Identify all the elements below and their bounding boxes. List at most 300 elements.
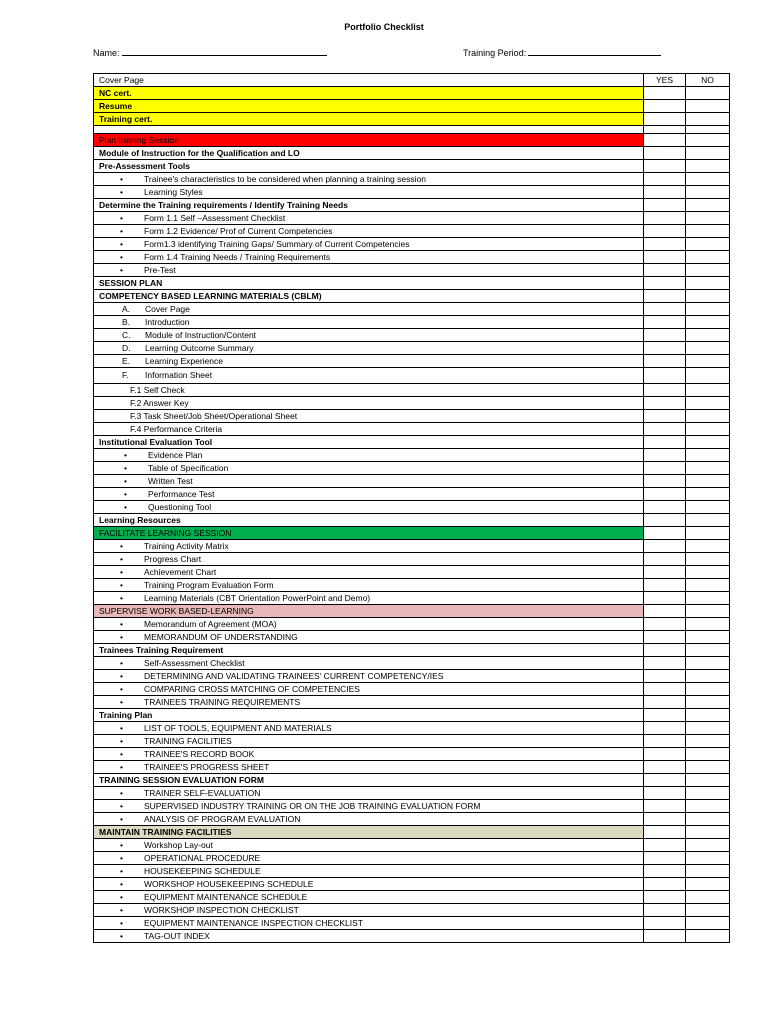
checklist-row bbox=[94, 709, 730, 722]
checklist-row bbox=[94, 696, 730, 709]
checklist-item-label: Written Test bbox=[148, 475, 193, 486]
checklist-item-cell bbox=[94, 251, 644, 264]
bullet-icon: • bbox=[120, 878, 123, 889]
checkbox-yes-cell[interactable] bbox=[644, 410, 686, 423]
checklist-row bbox=[94, 644, 730, 657]
checkbox-no-cell[interactable] bbox=[686, 683, 730, 696]
checklist-row bbox=[94, 410, 730, 423]
checklist-row bbox=[94, 423, 730, 436]
checkbox-no-cell[interactable] bbox=[686, 800, 730, 813]
checkbox-yes-cell[interactable] bbox=[644, 316, 686, 329]
checkbox-yes-cell[interactable] bbox=[644, 423, 686, 436]
checkbox-yes-cell[interactable] bbox=[644, 342, 686, 355]
checkbox-yes-cell[interactable] bbox=[644, 225, 686, 238]
checklist-item-cell bbox=[94, 878, 644, 891]
checkbox-no-cell[interactable] bbox=[686, 462, 730, 475]
checklist-item-label: Pre-Test bbox=[144, 264, 176, 275]
checklist-row bbox=[94, 501, 730, 514]
checkbox-yes-cell[interactable] bbox=[644, 397, 686, 410]
checklist-item-label: COMPARING CROSS MATCHING OF COMPETENCIES bbox=[144, 683, 360, 694]
checkbox-yes-cell[interactable] bbox=[644, 722, 686, 735]
checkbox-no-cell[interactable] bbox=[686, 514, 730, 527]
checkbox-no-cell[interactable] bbox=[686, 592, 730, 605]
checkbox-no-cell[interactable] bbox=[686, 865, 730, 878]
checklist-item-label: Introduction bbox=[145, 316, 190, 327]
checkbox-yes-cell[interactable] bbox=[644, 735, 686, 748]
checkbox-yes-cell[interactable] bbox=[644, 631, 686, 644]
checkbox-no-cell[interactable] bbox=[686, 839, 730, 852]
checkbox-no-cell[interactable] bbox=[686, 113, 730, 126]
checkbox-yes-cell[interactable] bbox=[644, 683, 686, 696]
checklist-item-cell bbox=[94, 644, 644, 657]
checklist-item-label: Learning Outcome Summary bbox=[145, 342, 254, 353]
checkbox-no-cell[interactable] bbox=[686, 264, 730, 277]
checklist-item-label: Trainee's characteristics to be considered when planning a training session bbox=[144, 173, 426, 184]
checkbox-yes-cell[interactable] bbox=[644, 160, 686, 173]
checklist-item-label: HOUSEKEEPING SCHEDULE bbox=[144, 865, 261, 876]
checklist-item-label: SUPERVISED INDUSTRY TRAINING OR ON THE JOB TRAINING EVALUATION FORM bbox=[144, 800, 481, 811]
checkbox-yes-cell[interactable] bbox=[644, 277, 686, 290]
checklist-item-cell bbox=[94, 670, 644, 683]
checklist-row bbox=[94, 199, 730, 212]
checklist-row bbox=[94, 290, 730, 303]
checkbox-yes-cell[interactable] bbox=[644, 147, 686, 160]
checkbox-yes-cell[interactable] bbox=[644, 303, 686, 316]
checklist-item-cell bbox=[94, 264, 644, 277]
checklist-item-label: Learning Styles bbox=[144, 186, 203, 197]
checklist-item-cell bbox=[94, 657, 644, 670]
checkbox-no-cell[interactable] bbox=[686, 329, 730, 342]
checkbox-no-cell[interactable] bbox=[686, 303, 730, 316]
checkbox-no-cell[interactable] bbox=[686, 605, 730, 618]
checklist-item-label: F.1 Self Check bbox=[130, 384, 185, 395]
checklist-row bbox=[94, 329, 730, 342]
list-letter: F. bbox=[122, 370, 129, 380]
checkbox-no-cell[interactable] bbox=[686, 501, 730, 514]
checkbox-no-cell[interactable] bbox=[686, 891, 730, 904]
checklist-item-cell bbox=[94, 540, 644, 553]
checklist-row bbox=[94, 264, 730, 277]
checkbox-no-cell[interactable] bbox=[686, 160, 730, 173]
checkbox-no-cell[interactable] bbox=[686, 657, 730, 670]
checkbox-no-cell[interactable] bbox=[686, 355, 730, 368]
checklist-item-label: Institutional Evaluation Tool bbox=[99, 436, 213, 447]
checklist-item-cell bbox=[94, 891, 644, 904]
checklist-item-cell bbox=[94, 397, 644, 410]
bullet-icon: • bbox=[120, 225, 123, 236]
checkbox-yes-cell[interactable] bbox=[644, 930, 686, 943]
checklist-item-cell bbox=[94, 553, 644, 566]
checkbox-no-cell[interactable] bbox=[686, 644, 730, 657]
header-no-cell: NO bbox=[686, 74, 730, 87]
checklist-row bbox=[94, 225, 730, 238]
checkbox-no-cell[interactable] bbox=[686, 670, 730, 683]
checklist-item-label: Performance Test bbox=[148, 488, 215, 499]
checkbox-no-cell[interactable] bbox=[686, 100, 730, 113]
checklist-item-cell bbox=[94, 501, 644, 514]
checkbox-yes-cell[interactable] bbox=[644, 186, 686, 199]
checkbox-no-cell[interactable] bbox=[686, 878, 730, 891]
checkbox-no-cell[interactable] bbox=[686, 384, 730, 397]
checkbox-yes-cell[interactable] bbox=[644, 748, 686, 761]
checklist-item-cell bbox=[94, 709, 644, 722]
checklist-item-cell bbox=[94, 839, 644, 852]
bullet-icon: • bbox=[120, 761, 123, 772]
bullet-icon: • bbox=[120, 618, 123, 629]
checklist-row bbox=[94, 126, 730, 134]
checkbox-no-cell[interactable] bbox=[686, 423, 730, 436]
checklist-item-label: Training Program Evaluation Form bbox=[144, 579, 274, 590]
checkbox-yes-cell[interactable] bbox=[644, 100, 686, 113]
checklist-item-label: Form 1.1 Self –Assessment Checklist bbox=[144, 212, 286, 223]
bullet-icon: • bbox=[120, 917, 123, 928]
checklist-item-cell bbox=[94, 238, 644, 251]
checklist-item-label: Module of Instruction for the Qualification and LO bbox=[99, 147, 300, 158]
checklist-row bbox=[94, 917, 730, 930]
checkbox-no-cell[interactable] bbox=[686, 126, 730, 134]
checkbox-yes-cell[interactable] bbox=[644, 87, 686, 100]
checklist-row bbox=[94, 657, 730, 670]
checklist-item-cell bbox=[94, 113, 644, 126]
checklist-item-label: Form 1.4 Training Needs / Training Requirements bbox=[144, 251, 331, 262]
checkbox-yes-cell[interactable] bbox=[644, 238, 686, 251]
checkbox-yes-cell[interactable] bbox=[644, 251, 686, 264]
checklist-item-label: Memorandum of Agreement (MOA) bbox=[144, 618, 277, 629]
checklist-item-cell bbox=[94, 787, 644, 800]
checklist-item-cell bbox=[94, 355, 644, 368]
checklist-item-cell bbox=[94, 722, 644, 735]
checkbox-yes-cell[interactable] bbox=[644, 514, 686, 527]
checkbox-yes-cell[interactable] bbox=[644, 212, 686, 225]
checklist-item-cell bbox=[94, 748, 644, 761]
checkbox-no-cell[interactable] bbox=[686, 238, 730, 251]
checklist-item-label: WORKSHOP INSPECTION CHECKLIST bbox=[144, 904, 299, 915]
bullet-icon: • bbox=[124, 475, 127, 486]
list-letter: E. bbox=[122, 355, 131, 366]
checklist-item-cell bbox=[94, 475, 644, 488]
checkbox-yes-cell[interactable] bbox=[644, 787, 686, 800]
checkbox-no-cell[interactable] bbox=[686, 904, 730, 917]
checklist-item-label: Learning Experience bbox=[145, 355, 223, 366]
checklist-item-cell bbox=[94, 605, 644, 618]
checklist-item-label: LIST OF TOOLS, EQUIPMENT AND MATERIALS bbox=[144, 722, 332, 733]
checkbox-no-cell[interactable] bbox=[686, 722, 730, 735]
checklist-row bbox=[94, 540, 730, 553]
checklist-item-label: SUPERVISE WORK BASED-LEARNING bbox=[99, 605, 254, 616]
checklist-row bbox=[94, 186, 730, 199]
checklist-row bbox=[94, 212, 730, 225]
checkbox-no-cell[interactable] bbox=[686, 225, 730, 238]
checkbox-no-cell[interactable] bbox=[686, 342, 730, 355]
checklist-item-cell bbox=[94, 368, 644, 384]
checklist-row bbox=[94, 904, 730, 917]
checkbox-no-cell[interactable] bbox=[686, 696, 730, 709]
checklist-row bbox=[94, 355, 730, 368]
checkbox-no-cell[interactable] bbox=[686, 761, 730, 774]
checklist-item-cell bbox=[94, 186, 644, 199]
bullet-icon: • bbox=[120, 787, 123, 798]
checklist-item-cell bbox=[94, 100, 644, 113]
checklist-item-label: Learning Materials (CBT Orientation PowerPoint and Demo) bbox=[144, 592, 371, 603]
checkbox-yes-cell[interactable] bbox=[644, 852, 686, 865]
checkbox-no-cell[interactable] bbox=[686, 540, 730, 553]
checklist-item-label: Table of Specification bbox=[148, 462, 229, 473]
checkbox-yes-cell[interactable] bbox=[644, 553, 686, 566]
checklist-item-cell bbox=[94, 277, 644, 290]
checklist-item-label: Learning Resources bbox=[99, 514, 181, 525]
checklist-item-cell bbox=[94, 514, 644, 527]
checkbox-no-cell[interactable] bbox=[686, 618, 730, 631]
checklist-item-label: TRAINING FACILITIES bbox=[144, 735, 232, 746]
checkbox-no-cell[interactable] bbox=[686, 553, 730, 566]
checkbox-yes-cell[interactable] bbox=[644, 605, 686, 618]
name-blank-line[interactable] bbox=[122, 47, 327, 56]
list-letter: D. bbox=[122, 342, 131, 353]
checkbox-yes-cell[interactable] bbox=[644, 800, 686, 813]
checklist-item-cell bbox=[94, 917, 644, 930]
checkbox-no-cell[interactable] bbox=[686, 397, 730, 410]
checkbox-no-cell[interactable] bbox=[686, 277, 730, 290]
checklist-row bbox=[94, 670, 730, 683]
checkbox-yes-cell[interactable] bbox=[644, 670, 686, 683]
checkbox-no-cell[interactable] bbox=[686, 134, 730, 147]
checkbox-no-cell[interactable] bbox=[686, 631, 730, 644]
checklist-item-label: Training cert. bbox=[99, 113, 153, 124]
list-letter: A. bbox=[122, 303, 131, 314]
checkbox-yes-cell[interactable] bbox=[644, 579, 686, 592]
bullet-icon: • bbox=[120, 251, 123, 262]
checkbox-yes-cell[interactable] bbox=[644, 290, 686, 303]
bullet-icon: • bbox=[120, 540, 123, 551]
checklist-item-label: Pre-Assessment Tools bbox=[99, 160, 191, 171]
checklist-item-label: TRAINING SESSION EVALUATION FORM bbox=[99, 774, 264, 785]
checklist-item-label: Evidence Plan bbox=[148, 449, 203, 460]
checkbox-no-cell[interactable] bbox=[686, 852, 730, 865]
bullet-icon: • bbox=[120, 748, 123, 759]
checkbox-yes-cell[interactable] bbox=[644, 368, 686, 384]
checkbox-yes-cell[interactable] bbox=[644, 644, 686, 657]
checkbox-yes-cell[interactable] bbox=[644, 449, 686, 462]
checkbox-yes-cell[interactable] bbox=[644, 384, 686, 397]
checklist-item-cell bbox=[94, 904, 644, 917]
checklist-row bbox=[94, 488, 730, 501]
checklist-item-label: F.3 Task Sheet/Job Sheet/Operational Sheet bbox=[130, 410, 298, 421]
checklist-item-cell bbox=[94, 618, 644, 631]
checkbox-yes-cell[interactable] bbox=[644, 436, 686, 449]
checkbox-no-cell[interactable] bbox=[686, 488, 730, 501]
checklist-item-cell bbox=[94, 774, 644, 787]
checklist-row bbox=[94, 368, 730, 384]
checklist-item-cell bbox=[94, 173, 644, 186]
checklist-item-cell bbox=[94, 683, 644, 696]
checklist-item-label: Training Plan bbox=[99, 709, 153, 720]
checkbox-no-cell[interactable] bbox=[686, 173, 730, 186]
checklist-row bbox=[94, 787, 730, 800]
checkbox-yes-cell[interactable] bbox=[644, 329, 686, 342]
checkbox-yes-cell[interactable] bbox=[644, 657, 686, 670]
checklist-item-label: Plan training Session bbox=[99, 134, 179, 145]
checklist-row bbox=[94, 878, 730, 891]
checkbox-yes-cell[interactable] bbox=[644, 462, 686, 475]
checklist-row bbox=[94, 748, 730, 761]
checklist-row bbox=[94, 316, 730, 329]
checkbox-no-cell[interactable] bbox=[686, 527, 730, 540]
checkbox-no-cell[interactable] bbox=[686, 199, 730, 212]
training-period-blank-line[interactable] bbox=[528, 47, 661, 56]
training-period-field[interactable] bbox=[463, 47, 661, 58]
checkbox-no-cell[interactable] bbox=[686, 147, 730, 160]
checklist-item-label: Questioning Tool bbox=[148, 501, 212, 512]
checkbox-yes-cell[interactable] bbox=[644, 709, 686, 722]
checklist-item-label: TRAINEE'S PROGRESS SHEET bbox=[144, 761, 270, 772]
checklist-item-label: NC cert. bbox=[99, 87, 132, 98]
checklist-item-cell bbox=[94, 342, 644, 355]
checkbox-no-cell[interactable] bbox=[686, 290, 730, 303]
checklist-item-cell bbox=[94, 865, 644, 878]
checklist-item-label: Form 1.2 Evidence/ Prof of Current Competencies bbox=[144, 225, 333, 236]
bullet-icon: • bbox=[120, 264, 123, 275]
checklist-row bbox=[94, 813, 730, 826]
bullet-icon: • bbox=[120, 839, 123, 850]
checkbox-no-cell[interactable] bbox=[686, 449, 730, 462]
checkbox-yes-cell[interactable] bbox=[644, 917, 686, 930]
checkbox-yes-cell[interactable] bbox=[644, 488, 686, 501]
checklist-item-cell bbox=[94, 852, 644, 865]
checkbox-yes-cell[interactable] bbox=[644, 113, 686, 126]
checklist-row bbox=[94, 134, 730, 147]
checkbox-yes-cell[interactable] bbox=[644, 527, 686, 540]
checkbox-yes-cell[interactable] bbox=[644, 592, 686, 605]
checkbox-yes-cell[interactable] bbox=[644, 126, 686, 134]
checklist-item-cell bbox=[94, 147, 644, 160]
checkbox-yes-cell[interactable] bbox=[644, 566, 686, 579]
bullet-icon: • bbox=[120, 186, 123, 197]
checklist-row bbox=[94, 553, 730, 566]
header-item-cell: Cover Page bbox=[94, 74, 644, 87]
checklist-row bbox=[94, 449, 730, 462]
checkbox-no-cell[interactable] bbox=[686, 410, 730, 423]
checklist-row bbox=[94, 87, 730, 100]
checkbox-no-cell[interactable] bbox=[686, 579, 730, 592]
checkbox-yes-cell[interactable] bbox=[644, 540, 686, 553]
checklist-item-cell bbox=[94, 826, 644, 839]
checkbox-yes-cell[interactable] bbox=[644, 774, 686, 787]
checkbox-yes-cell[interactable] bbox=[644, 618, 686, 631]
checklist-row bbox=[94, 683, 730, 696]
checkbox-no-cell[interactable] bbox=[686, 186, 730, 199]
checkbox-no-cell[interactable] bbox=[686, 212, 730, 225]
checkbox-yes-cell[interactable] bbox=[644, 134, 686, 147]
checkbox-yes-cell[interactable] bbox=[644, 878, 686, 891]
bullet-icon: • bbox=[120, 553, 123, 564]
bullet-icon: • bbox=[120, 813, 123, 824]
checkbox-yes-cell[interactable] bbox=[644, 501, 686, 514]
bullet-icon: • bbox=[120, 173, 123, 184]
checkbox-no-cell[interactable] bbox=[686, 930, 730, 943]
checklist-row bbox=[94, 605, 730, 618]
checklist-item-cell bbox=[94, 696, 644, 709]
checkbox-no-cell[interactable] bbox=[686, 566, 730, 579]
list-letter: B. bbox=[122, 316, 131, 327]
checkbox-yes-cell[interactable] bbox=[644, 826, 686, 839]
checkbox-no-cell[interactable] bbox=[686, 436, 730, 449]
checkbox-no-cell[interactable] bbox=[686, 475, 730, 488]
checklist-row bbox=[94, 342, 730, 355]
bullet-icon: • bbox=[120, 735, 123, 746]
checkbox-no-cell[interactable] bbox=[686, 917, 730, 930]
checkbox-no-cell[interactable] bbox=[686, 316, 730, 329]
checklist-item-cell bbox=[94, 813, 644, 826]
checklist-item-cell bbox=[94, 488, 644, 501]
checkbox-no-cell[interactable] bbox=[686, 368, 730, 384]
checkbox-yes-cell[interactable] bbox=[644, 199, 686, 212]
checklist-item-label: Determine the Training requirements / Identify Training Needs bbox=[99, 199, 348, 210]
checklist-item-label: Progress Chart bbox=[144, 553, 202, 564]
checklist-item-label: Trainees Training Requirement bbox=[99, 644, 224, 655]
checklist-row bbox=[94, 100, 730, 113]
checkbox-yes-cell[interactable] bbox=[644, 696, 686, 709]
checklist-item-cell bbox=[94, 761, 644, 774]
checklist-item-cell bbox=[94, 87, 644, 100]
checklist-item-label: TRAINER SELF-EVALUATION bbox=[144, 787, 261, 798]
checklist-item-cell bbox=[94, 579, 644, 592]
name-field[interactable] bbox=[93, 47, 327, 58]
checkbox-yes-cell[interactable] bbox=[644, 355, 686, 368]
checkbox-no-cell[interactable] bbox=[686, 787, 730, 800]
checkbox-yes-cell[interactable] bbox=[644, 761, 686, 774]
checklist-row bbox=[94, 514, 730, 527]
checklist-row bbox=[94, 303, 730, 316]
bullet-icon: • bbox=[124, 462, 127, 473]
checklist-item-label: Module of Instruction/Content bbox=[145, 329, 257, 340]
checklist-item-label: F.4 Performance Criteria bbox=[130, 423, 223, 434]
checkbox-yes-cell[interactable] bbox=[644, 865, 686, 878]
checkbox-no-cell[interactable] bbox=[686, 748, 730, 761]
checklist-item-label: COMPETENCY BASED LEARNING MATERIALS (CBLM) bbox=[99, 290, 322, 301]
checklist-item-label: Achievement Chart bbox=[144, 566, 217, 577]
checklist-item-label: FACILITATE LEARNING SESSION bbox=[99, 527, 232, 538]
checkbox-yes-cell[interactable] bbox=[644, 173, 686, 186]
checklist-row bbox=[94, 277, 730, 290]
checklist-item-label: Training Activity Matrix bbox=[144, 540, 229, 551]
checkbox-yes-cell[interactable] bbox=[644, 904, 686, 917]
checklist-row bbox=[94, 774, 730, 787]
checklist-row bbox=[94, 735, 730, 748]
checkbox-yes-cell[interactable] bbox=[644, 813, 686, 826]
checkbox-yes-cell[interactable] bbox=[644, 839, 686, 852]
checklist-item-label: TAG-OUT INDEX bbox=[144, 930, 210, 941]
checkbox-no-cell[interactable] bbox=[686, 251, 730, 264]
checklist-item-label: EQUIPMENT MAINTENANCE INSPECTION CHECKLIST bbox=[144, 917, 363, 928]
checklist-item-label: Form1.3 identifying Training Gaps/ Summary of Current Competencies bbox=[144, 238, 410, 249]
checklist-row bbox=[94, 173, 730, 186]
portfolio-checklist-table bbox=[93, 73, 730, 943]
checkbox-yes-cell[interactable] bbox=[644, 264, 686, 277]
checklist-item-label: TRAINEE'S RECORD BOOK bbox=[144, 748, 255, 759]
checkbox-no-cell[interactable] bbox=[686, 735, 730, 748]
checkbox-yes-cell[interactable] bbox=[644, 891, 686, 904]
checkbox-no-cell[interactable] bbox=[686, 709, 730, 722]
checklist-row bbox=[94, 852, 730, 865]
name-label: Name: bbox=[93, 48, 120, 58]
checkbox-yes-cell[interactable] bbox=[644, 475, 686, 488]
checkbox-no-cell[interactable] bbox=[686, 813, 730, 826]
checklist-row bbox=[94, 238, 730, 251]
checkbox-no-cell[interactable] bbox=[686, 774, 730, 787]
checklist-row bbox=[94, 722, 730, 735]
checkbox-no-cell[interactable] bbox=[686, 826, 730, 839]
checkbox-no-cell[interactable] bbox=[686, 87, 730, 100]
